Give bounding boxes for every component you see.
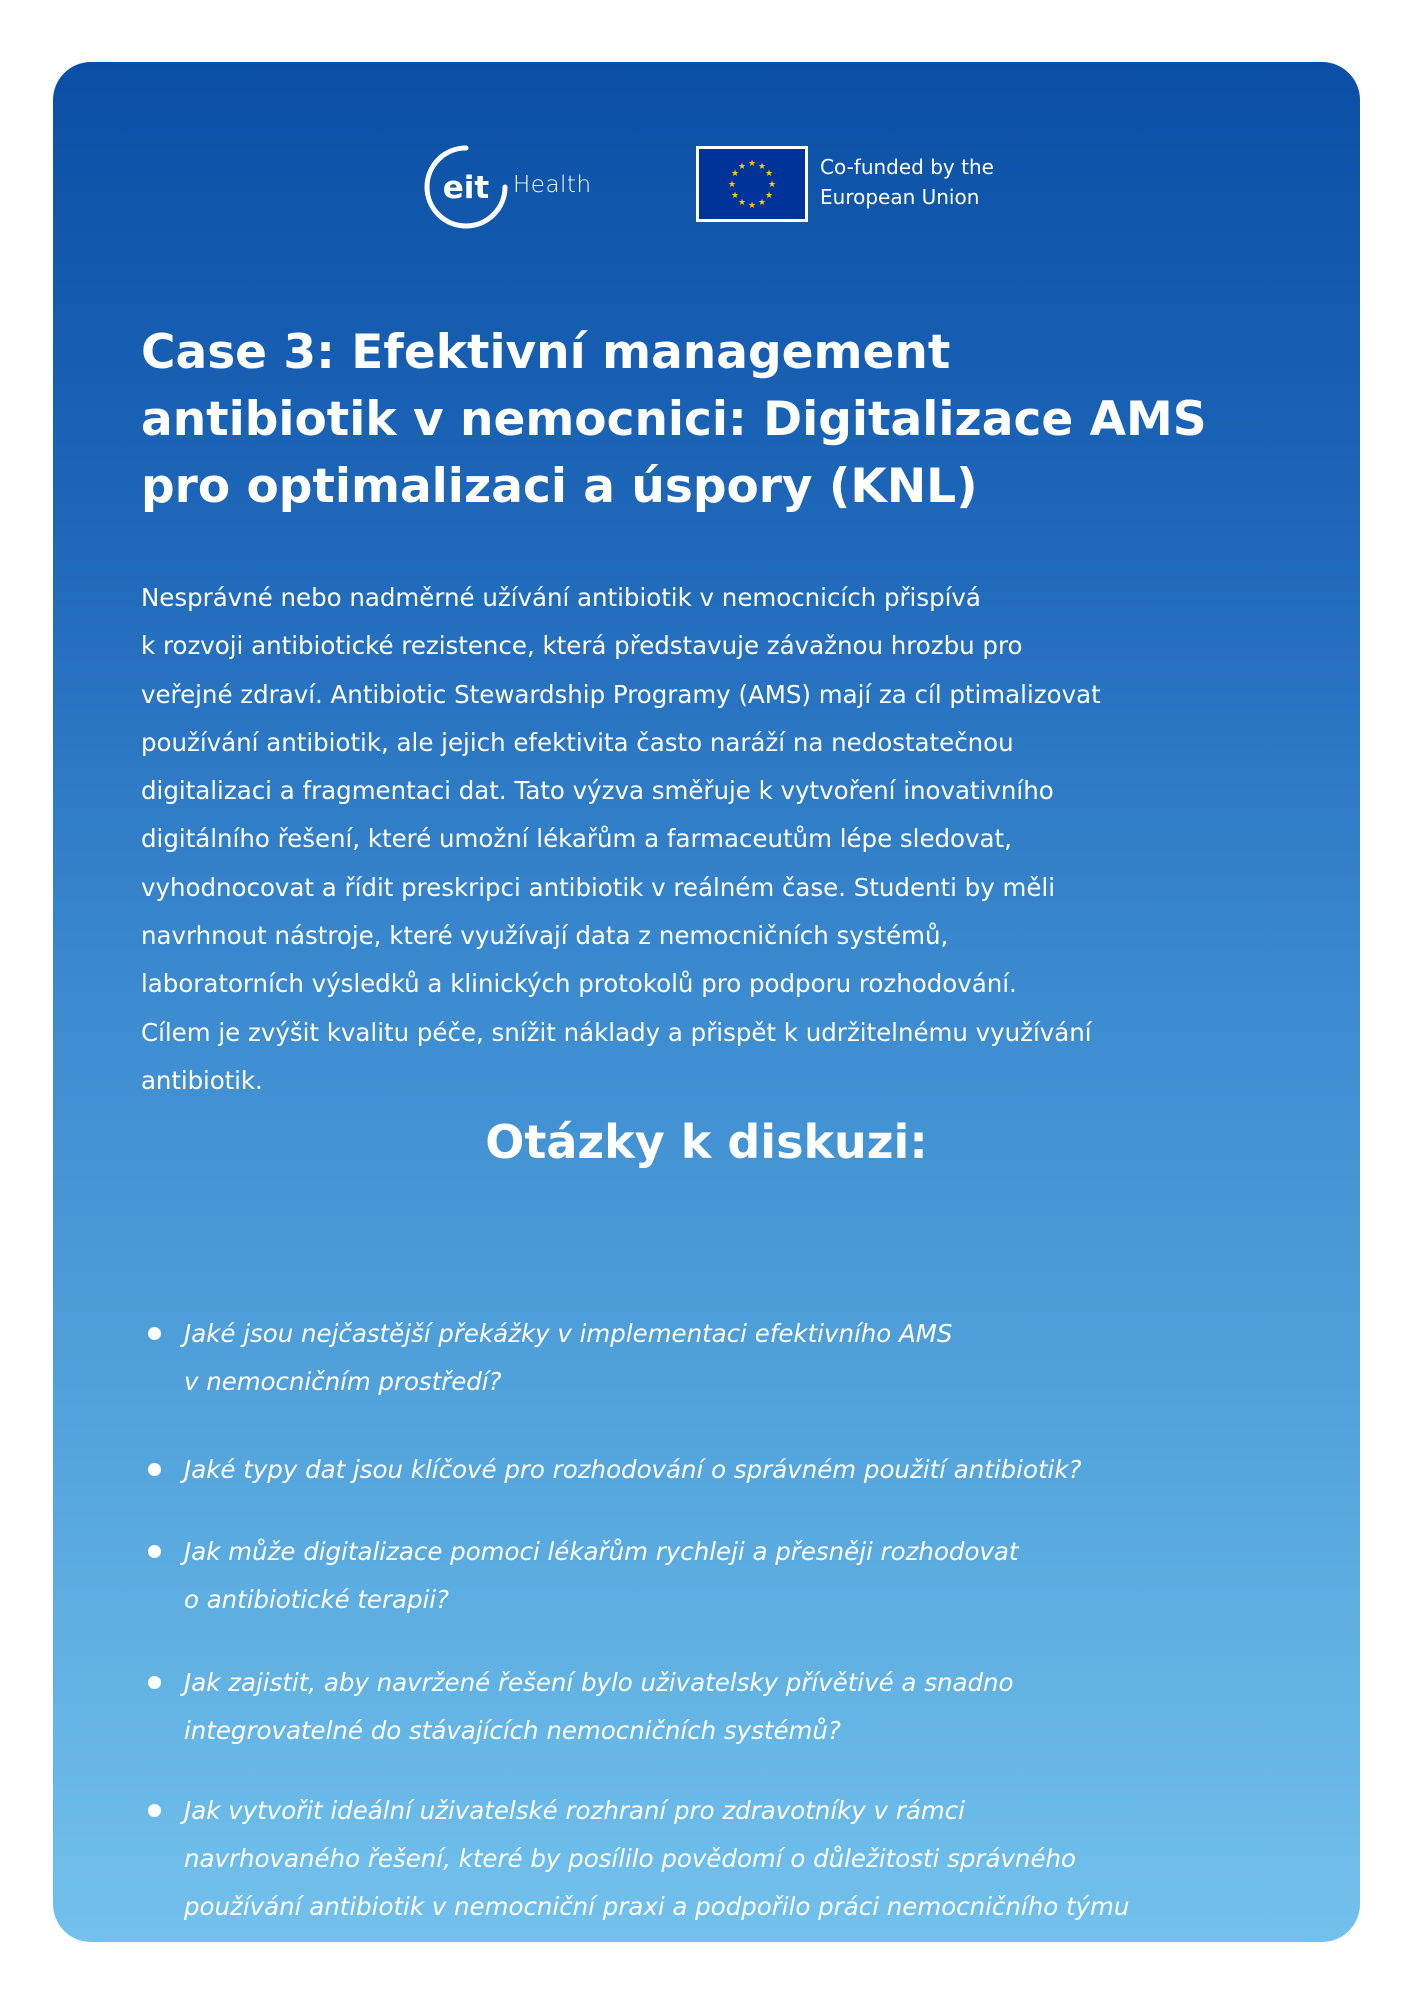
svg-text:★: ★ [747,201,757,211]
question-line: Jak může digitalizace pomoci lékařům rychleji a přesněji rozhodovat [184,1537,1019,1566]
question-line: integrovatelné do stávajících nemocničních systémů? [184,1716,841,1745]
svg-text:★: ★ [764,191,774,201]
bullet-icon [148,1327,161,1340]
question-item [148,1787,1328,1979]
question-line: Jaké typy dat jsou klíčové pro rozhodování o správném použití antibiotik? [184,1455,1082,1484]
intro-paragraph [141,574,1321,1105]
eit-mark-text: eit [442,170,490,206]
content-card [53,62,1360,1969]
intro-line: laboratorních výsledků a klinických protokolů pro podporu rozhodování. [141,969,1017,999]
intro-line: k rozvoji antibiotické rezistence, která představuje závažnou hrozbu pro [141,631,1023,661]
svg-text:★: ★ [737,198,747,208]
question-line: navrhovaného řešení, které by posílilo povědomí o důležitosti správného [184,1844,1076,1873]
intro-line: Cílem je zvýšit kvalitu péče, snížit náklady a přispět k udržitelnému využívání [141,1017,1092,1047]
question-item [148,1528,1328,1624]
question-line: AMS? [184,1940,250,1969]
intro-line: veřejné zdraví. Antibiotic Stewardship Programy (AMS) mají za cíl ptimalizovat [141,679,1101,709]
svg-text:★: ★ [727,180,737,190]
question-line: o antibiotické terapii? [184,1585,449,1614]
title-line: pro optimalizaci a úspory (KNL) [141,459,978,514]
question-line: Jaké jsou nejčastější překážky v implementaci efektivního AMS [184,1319,953,1348]
bullet-icon [148,1676,161,1689]
svg-text:★: ★ [730,191,740,201]
bullet-icon [148,1463,161,1476]
question-line: v nemocničním prostředí? [184,1367,502,1396]
bullet-icon [148,1804,161,1817]
intro-line: navrhnout nástroje, které využívají data z nemocničních systémů, [141,921,949,951]
svg-text:★: ★ [747,159,757,169]
svg-text:★: ★ [757,198,767,208]
eit-health-text: Health [513,172,592,198]
discussion-heading: Otázky k diskuzi: [485,1115,928,1169]
svg-text:★: ★ [737,162,747,172]
intro-line: digitálního řešení, které umožní lékařům a farmaceutům lépe sledovat, [141,824,1012,854]
question-item [148,1659,1328,1755]
intro-line: vyhodnocovat a řídit preskripci antibiotik v reálném čase. Studenti by měli [141,872,1055,902]
intro-line: Nesprávné nebo nadměrné užívání antibiotik v nemocnicích přispívá [141,583,981,612]
intro-line: antibiotik. [141,1065,263,1095]
eu-text-line1: Co-funded by the [820,155,994,179]
question-line: Jak zajistit, aby navržené řešení bylo uživatelsky přívětivé a snadno [184,1668,1014,1697]
page-title [141,319,1301,520]
question-line: používání antibiotik v nemocniční praxi a podpořilo práci nemocničního týmu [184,1892,1130,1921]
logo-bar [53,142,1360,232]
question-item [148,1446,1328,1494]
svg-text:★: ★ [767,180,777,190]
eu-cofunded-text [820,152,1080,212]
svg-text:★: ★ [764,169,774,179]
question-line: Jak vytvořit ideální uživatelské rozhraní pro zdravotníky v rámci [184,1796,965,1825]
intro-line: digitalizaci a fragmentaci dat. Tato výzva směřuje k vytvoření inovativního [141,776,1054,806]
title-line: Case 3: Efektivní management [141,325,951,380]
eit-health-logo [421,142,641,232]
bullet-icon [148,1545,161,1558]
svg-text:★: ★ [757,162,767,172]
intro-line: používání antibiotik, ale jejich efektivita často naráží na nedostatečnou [141,727,1014,757]
title-line: antibiotik v nemocnici: Digitalizace AMS [141,392,1207,447]
eu-flag-icon [696,146,808,222]
eu-text-line2: European Union [820,185,980,209]
eit-mark-icon [421,142,511,232]
svg-text:★: ★ [730,169,740,179]
question-item [148,1310,1328,1406]
